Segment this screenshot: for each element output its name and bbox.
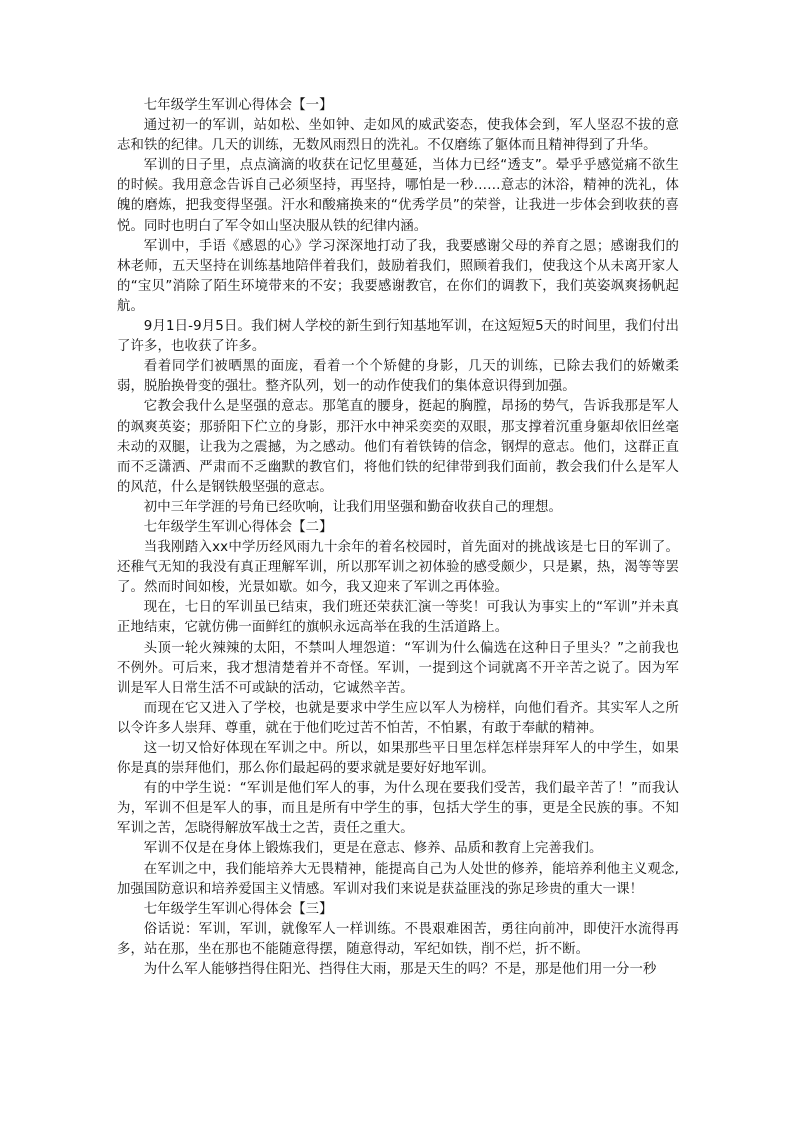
paragraph: 军训不仅是在身体上锻炼我们，更是在意志、修养、品质和教育上完善我们。 [143,841,603,857]
section-1 [117,96,679,518]
document-page [117,96,679,980]
section-3 [117,900,679,980]
paragraph: 9月1日-9月5日。我们树人学校的新生到行知基地军训，在这短短5天的时间里，我们付出了许多，也收获了许多。 [117,319,679,355]
paragraph: 头顶一轮火辣辣的太阳，不禁叫人埋怨道：“军训为什么偏选在这种日子里头？”之前我也不例外。可后来，我才想清楚着并不奇怪。军训，一提到这个词就离不开辛苦之说了。因为军训是军人日常生活不可或缺的活动，它诚然辛苦。 [117,640,679,696]
paragraph: 这一切又恰好体现在军训之中。所以，如果那些平日里怎样怎样崇拜军人的中学生，如果你是真的崇拜他们，那么你们最起码的要求就是要好好地军训。 [117,741,679,777]
paragraph: 它教会我什么是坚强的意志。那笔直的腰身，挺起的胸膛，昂扬的势气，告诉我那是军人的飒爽英姿；那骄阳下伫立的身影，那汗水中神采奕奕的双眼，那支撑着沉重身躯却依旧丝毫未动的双腿，让我为之震撼，为之感动。他们有着铁铸的信念，钢焊的意志。他们，这群正直而不乏潇洒、严肃而不乏幽默的教官们，将他们铁的纪律带到我们面前，教会我们什么是军人的风范，什么是钢铁般坚强的意志。 [117,399,679,495]
section-heading: 七年级学生军训心得体会【一】 [143,98,333,113]
paragraph: 通过初一的军训，站如松、坐如钟、走如风的威武姿态，使我体会到，军人坚忍不拔的意志和铁的纪律。几天的训练，无数风雨烈日的洗礼。不仅磨练了躯体而且精神得到了升华。 [117,118,679,154]
paragraph: 初中三年学涯的号角已经吹响，让我们用坚强和勤奋收获自己的理想。 [143,499,563,515]
paragraph: 俗话说：军训，军训，就像军人一样训练。不畏艰难困苦，勇往向前冲，即使汗水流得再多，站在那，坐在那也不能随意得摆，随意得动，军纪如铁，削不烂，折不断。 [117,921,679,957]
section-heading: 七年级学生军训心得体会【三】 [143,901,333,917]
section-2 [117,518,679,900]
paragraph: 在军训之中，我们能培养大无畏精神，能提高自己为人处世的修养，能培养利他主义观念,加强国防意识和培养爱国主义情感。军训对我们来说是获益匪浅的弥足珍贵的重大一课！ [117,861,679,897]
paragraph: 看着同学们被晒黑的面庞，看着一个个矫健的身影，几天的训练，已除去我们的娇嫩柔弱，脱胎换骨变的强壮。整齐队列，划一的动作使我们的集体意识得到加强。 [117,359,679,395]
paragraph: 军训中，手语《感恩的心》学习深深地打动了我，我要感谢父母的养育之恩；感谢我们的林老师，五天坚持在训练基地陪伴着我们，鼓励着我们，照顾着我们，使我这个从未离开家人的“宝贝”消除了陌生环境带来的不安；我要感谢教官，在你们的调教下，我们英姿飒爽扬帆起航。 [117,238,679,314]
paragraph: 现在，七日的军训虽已结束，我们班还荣获汇演一等奖！可我认为事实上的“军训”并未真正地结束，它就仿佛一面鲜红的旗帜永远高举在我的生活道路上。 [117,600,679,636]
paragraph: 而现在它又进入了学校，也就是要求中学生应以军人为榜样，向他们看齐。其实军人之所以令许多人崇拜、尊重，就在于他们吃过苦不怕苦，不怕累，有敢于奉献的精神。 [117,700,679,736]
paragraph: 有的中学生说：“军训是他们军人的事，为什么现在要我们受苦，我们最辛苦了！”而我认为，军训不但是军人的事，而且是所有中学生的事，包括大学生的事，更是全民族的事。不知军训之苦，怎晓得解放军战士之苦，责任之重大。 [117,781,679,837]
paragraph: 为什么军人能够挡得住阳光、挡得住大雨，那是天生的吗？不是，那是他们用一分一秒 [143,962,657,978]
section-heading: 七年级学生军训心得体会【二】 [143,519,333,535]
paragraph: 当我刚踏入xx中学历经风雨九十余年的着名校园时，首先面对的挑战该是七日的军训了。还稚气无知的我没有真正理解军训，所以那军训之初体验的感受颇少，只是累，热，渴等等罢了。然而时间如梭，光景如歇。如今，我又迎来了军训之再体验。 [117,540,679,596]
paragraph: 军训的日子里，点点滴滴的收获在记忆里蔓延，当体力已经“透支”。晕乎乎感觉痛不欲生的时候。我用意念告诉自己必须坚持，再坚持，哪怕是一秒……意志的沐浴，精神的洗礼，体魄的磨炼，把我变得坚强。汗水和酸痛换来的“优秀学员”的荣誉，让我进一步体会到收获的喜悦。同时也明白了军令如山坚决服从铁的纪律内涵。 [117,158,679,234]
